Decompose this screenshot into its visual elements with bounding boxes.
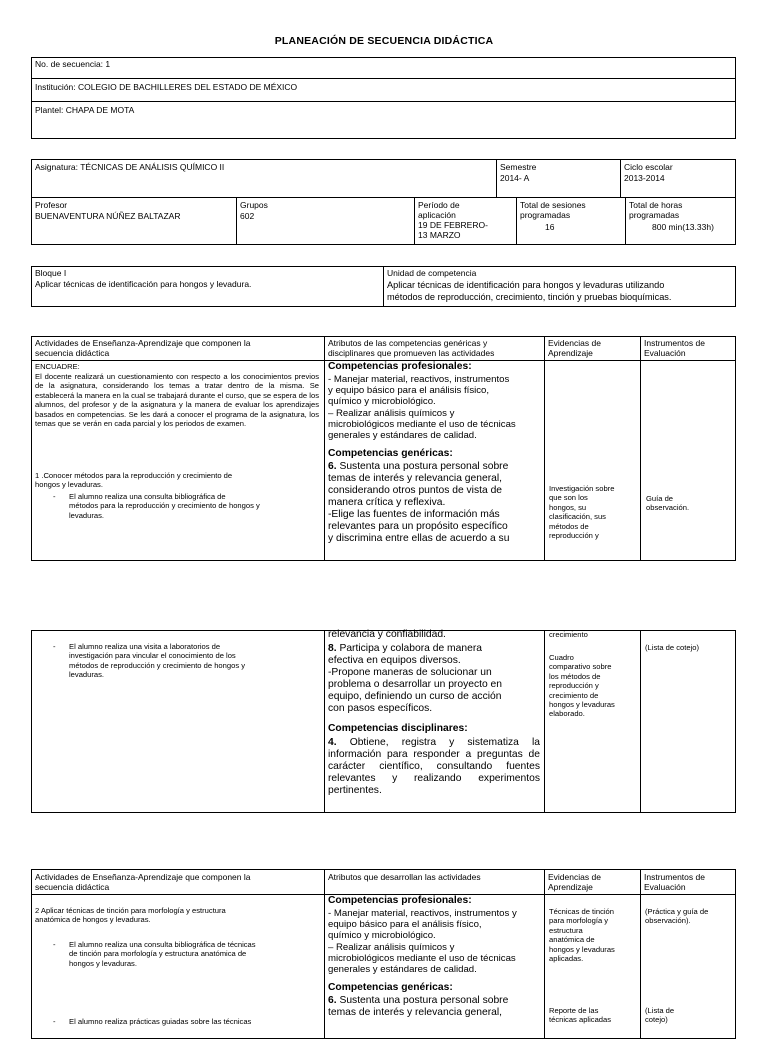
- col-header-instruments: Instrumentos de Evaluación: [644, 872, 705, 892]
- generic-competency-6: [328, 461, 509, 545]
- divider: [544, 336, 545, 561]
- col-header-activities: Actividades de Enseñanza-Aprendizaje que componen la secuencia didáctica: [35, 872, 251, 892]
- activity-lab-visit: El alumno realiza una visita a laboratorios de investigación para vincular el conocimiento de los métodos de reproducción y crecimiento de hongos y levaduras.: [69, 642, 246, 680]
- col-header-activities: Actividades de Enseñanza-Aprendizaje que componen la secuencia didáctica: [35, 338, 251, 358]
- professional-competencies-title: Competencias profesionales:: [328, 895, 472, 906]
- bullet-dash: -: [53, 940, 56, 949]
- competency-number: 6.: [328, 995, 337, 1006]
- activity-1-bullet: El alumno realiza una consulta bibliográfica de métodos para la reproducción y crecimiento de hongos y levaduras.: [69, 492, 260, 520]
- activity-2: 2 Aplicar técnicas de tinción para morfología y estructura anatómica de hongos y levaduras.: [35, 906, 226, 925]
- professional-competencies-title: Competencias profesionales:: [328, 361, 472, 372]
- hours-value: 800 min(13.33h): [652, 222, 714, 232]
- divider: [544, 869, 545, 1039]
- subject: Asignatura: TÉCNICAS DE ANÁLISIS QUÍMICO II: [35, 162, 225, 172]
- teacher-value: BUENAVENTURA NÚÑEZ BALTAZAR: [35, 211, 181, 221]
- disciplinary-competency-4: [328, 737, 540, 797]
- application-period: Período de aplicación 19 DE FEBRERO- 13 MARZO: [418, 200, 488, 240]
- sequence-number: No. de secuencia: 1: [35, 59, 111, 69]
- instrument-practice-guide: (Práctica y guía de observación).: [645, 907, 709, 926]
- competency-number: 6.: [328, 461, 337, 472]
- generic-competencies-title: Competencias genéricas:: [328, 982, 453, 993]
- divider: [516, 197, 517, 245]
- instrument-checklist: (Lista de cotejo): [645, 643, 700, 652]
- divider: [496, 159, 497, 197]
- divider: [324, 336, 325, 561]
- divider: [544, 630, 545, 813]
- divider: [625, 197, 626, 245]
- divider: [324, 869, 325, 1039]
- instrument-text: Guía de observación.: [646, 494, 690, 513]
- divider: [640, 336, 641, 561]
- encuadre-text: El docente realizará un cuestionamiento con respecto a los conocimientos previos de la asignatura, considerando los temas a tratar dentro de la misma. Se establecerá la manera en la cual se trabajará durante el curso, que se espera de los alumnos, del profesor y de la asignatura y la manera de evaluar los aprendizajes basados en competencias. Se les dará a conocer el programa de la asignatura, los temas que se verán en cada parcial y los periodos de examen.: [35, 372, 319, 429]
- col-header-evidence: Evidencias de Aprendizaje: [548, 872, 601, 892]
- sessions-value: 16: [545, 222, 555, 232]
- block-label: Bloque I: [35, 268, 67, 278]
- divider: [414, 197, 415, 245]
- divider: [640, 869, 641, 1039]
- activity-2-bullet-2: El alumno realiza prácticas guiadas sobre las técnicas: [69, 1017, 252, 1026]
- professional-competencies-text: - Manejar material, reactivos, instrumentos y equipo básico para el análisis físico, químico y microbiológico. – Realizar análisis químicos y microbiológicos mediante el uso de técnicas generales y estándares de calidad.: [328, 374, 516, 442]
- activity-1: 1 .Conocer métodos para la reproducción y crecimiento de hongos y levaduras.: [35, 471, 233, 490]
- competency-unit-text: Aplicar técnicas de identificación para hongos y levaduras utilizando métodos de reproducción, crecimiento, tinción y pruebas bioquímicas.: [387, 280, 672, 302]
- groups-label: Grupos: [240, 200, 268, 210]
- divider: [31, 197, 736, 198]
- divider: [31, 78, 736, 79]
- professional-competencies-text: - Manejar material, reactivos, instrumentos y equipo básico para el análisis físico, químico y microbiológico. – Realizar análisis químicos y microbiológicos mediante el uso de técnicas generales y estándares de calidad.: [328, 908, 517, 976]
- divider: [620, 159, 621, 197]
- document-title: PLANEACIÓN DE SECUENCIA DIDÁCTICA: [274, 35, 494, 47]
- divider: [324, 630, 325, 813]
- bullet-dash: -: [53, 642, 56, 651]
- competency-unit-label: Unidad de competencia: [387, 268, 477, 278]
- bullet-dash: -: [53, 1017, 56, 1026]
- hours-label: Total de horas programadas: [629, 200, 683, 220]
- campus: Plantel: CHAPA DE MOTA: [35, 105, 135, 115]
- evidence-comparative-chart: Cuadro comparativo sobre los métodos de reproducción y crecimiento de hongos y levaduras elaborado.: [549, 653, 615, 719]
- generic-competency-6: [328, 995, 508, 1019]
- evidence-text: Investigación sobre que son los hongos, su clasificación, sus métodos de reproducción y: [549, 484, 615, 541]
- competency-text: Sustenta una postura personal sobre temas de interés y relevancia general,: [328, 995, 509, 1018]
- col-header-attributes: Atributos que desarrollan las actividades: [328, 872, 481, 882]
- competency-number: 8.: [328, 643, 337, 654]
- bullet-dash: -: [53, 492, 56, 501]
- divider: [236, 197, 237, 245]
- col-header-instruments: Instrumentos de Evaluación: [644, 338, 705, 358]
- competency-number: 4.: [328, 737, 337, 748]
- attributes-continued: relevancia y confiabilidad.: [328, 629, 446, 640]
- evidence-report: Reporte de las técnicas aplicadas: [549, 1006, 612, 1025]
- competency-text: Sustenta una postura personal sobre temas de interés y relevancia general, considerando otros puntos de vista de manera crítica y reflexiva. -Elige las fuentes de información más relevantes para un propósito específico y discrimina entre ellas de acuerdo a su: [328, 461, 510, 544]
- col-header-attributes: Atributos de las competencias genéricas y disciplinares que promueven las actividades: [328, 338, 495, 358]
- groups-value: 602: [240, 211, 255, 221]
- school-cycle-value: 2013-2014: [624, 173, 665, 183]
- sessions-label: Total de sesiones programadas: [520, 200, 586, 220]
- activity-2-bullet-1: El alumno realiza una consulta bibliográfica de técnicas de tinción para morfología y estructura anatómica de hongos y levaduras.: [69, 940, 256, 968]
- teacher-label: Profesor: [35, 200, 68, 210]
- divider: [383, 266, 384, 307]
- encuadre-title: ENCUADRE:: [35, 362, 80, 371]
- generic-competencies-title: Competencias genéricas:: [328, 448, 453, 459]
- institution: Institución: COLEGIO DE BACHILLERES DEL ESTADO DE MÉXICO: [35, 82, 298, 92]
- divider: [640, 630, 641, 813]
- evidence-continued: crecimiento: [549, 630, 588, 639]
- semester-value: 2014- A: [500, 173, 530, 183]
- instrument-checklist: (Lista de cotejo): [645, 1006, 675, 1025]
- competency-text: Participa y colabora de manera efectiva en equipos diversos. -Propone maneras de solucionar un problema o desarrollar un proyecto en equipo, definiendo un curso de acción con pasos específicos.: [328, 643, 503, 714]
- col-header-evidence: Evidencias de Aprendizaje: [548, 338, 601, 358]
- school-cycle-label: Ciclo escolar: [624, 162, 673, 172]
- disciplinary-competencies-title: Competencias disciplinares:: [328, 723, 468, 734]
- competency-text: Obtiene, registra y sistematiza la información para responder a preguntas de carácter científico, consultando fuentes relevantes y realizando experimentos pertinentes.: [328, 737, 540, 796]
- evidence-staining-techniques: Técnicas de tinción para morfología y estructura anatómica de hongos y levaduras aplicadas.: [549, 907, 615, 964]
- divider: [31, 101, 736, 102]
- semester-label: Semestre: [500, 162, 537, 172]
- block-text: Aplicar técnicas de identificación para hongos y levadura.: [35, 279, 252, 289]
- header-table: [31, 57, 736, 139]
- generic-competency-8: [328, 643, 502, 715]
